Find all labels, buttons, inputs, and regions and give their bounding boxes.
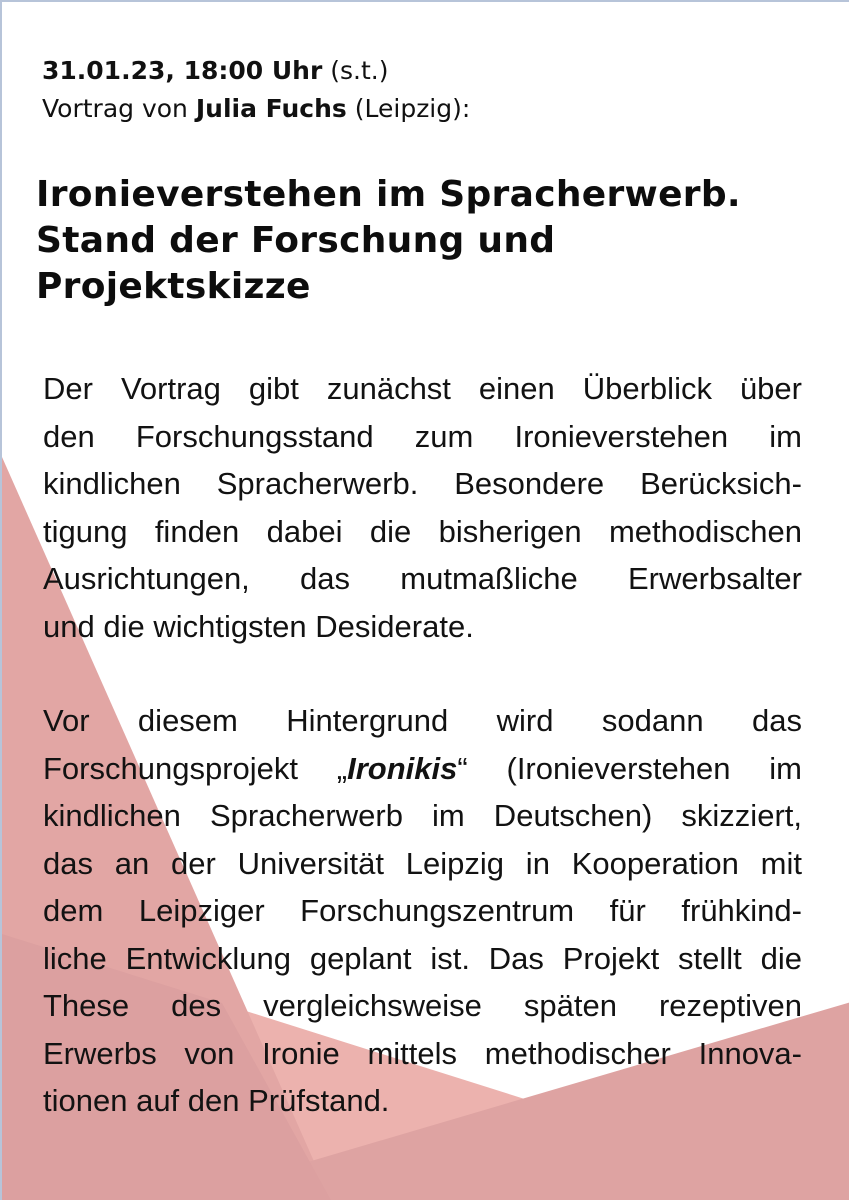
abstract-line: Ausrichtungen, das mutmaßliche Erwerbsalter — [43, 561, 802, 596]
project-name: Ironikis — [347, 750, 458, 786]
abstract-line: These des vergleichsweise späten rezeptiven — [43, 988, 802, 1023]
abstract-line: dem Leipziger Forschungszentrum für frühkind- — [43, 893, 802, 928]
abstract-line: tionen auf den Prüfstand. — [43, 1083, 390, 1118]
abstract-paragraph-2 — [43, 697, 802, 1125]
speaker-prefix: Vortrag von — [42, 94, 188, 123]
abstract-line: kindlichen Spracherwerb im Deutschen) skizziert, — [43, 798, 802, 833]
talk-title — [36, 172, 826, 310]
abstract-line-project — [43, 745, 802, 793]
speaker-origin: (Leipzig): — [354, 94, 471, 123]
abstract-line: tigung finden dabei die bisherigen methodischen — [43, 513, 802, 549]
abstract-line: kindlichen Spracherwerb. Besondere Berücksich- — [43, 466, 802, 501]
abstract-line: das an der Universität Leipzig in Kooperation mit — [43, 845, 802, 881]
abstract-line: und die wichtigsten Desiderate. — [43, 608, 474, 644]
speaker-line — [42, 90, 470, 128]
abstract-line: liche Entwicklung geplant ist. Das Projekt stellt die — [43, 940, 802, 976]
abstract-paragraph-1 — [43, 365, 802, 650]
talk-title-line: Ironieverstehen im Spracherwerb. — [36, 174, 741, 215]
event-datetime: 31.01.23, 18:00 Uhr — [42, 56, 323, 85]
event-meta — [42, 52, 470, 128]
abstract-line: Der Vortrag gibt zunächst einen Überblick über — [43, 371, 802, 406]
talk-title-line: Stand der Forschung und — [36, 220, 556, 261]
talk-title-line: Projektskizze — [36, 266, 311, 307]
abstract-text: “ (Ironieverstehen im — [457, 750, 802, 786]
abstract-line: Erwerbs von Ironie mittels methodischer Innova- — [43, 1035, 802, 1071]
event-timing-note: (s.t.) — [330, 56, 389, 85]
abstract-line: den Forschungsstand zum Ironieverstehen im — [43, 418, 802, 454]
speaker-name: Julia Fuchs — [195, 94, 347, 123]
event-date-line — [42, 52, 470, 90]
abstract-text: Forschungsprojekt „ — [43, 750, 348, 786]
abstract-line: Vor diesem Hintergrund wird sodann das — [43, 703, 802, 738]
